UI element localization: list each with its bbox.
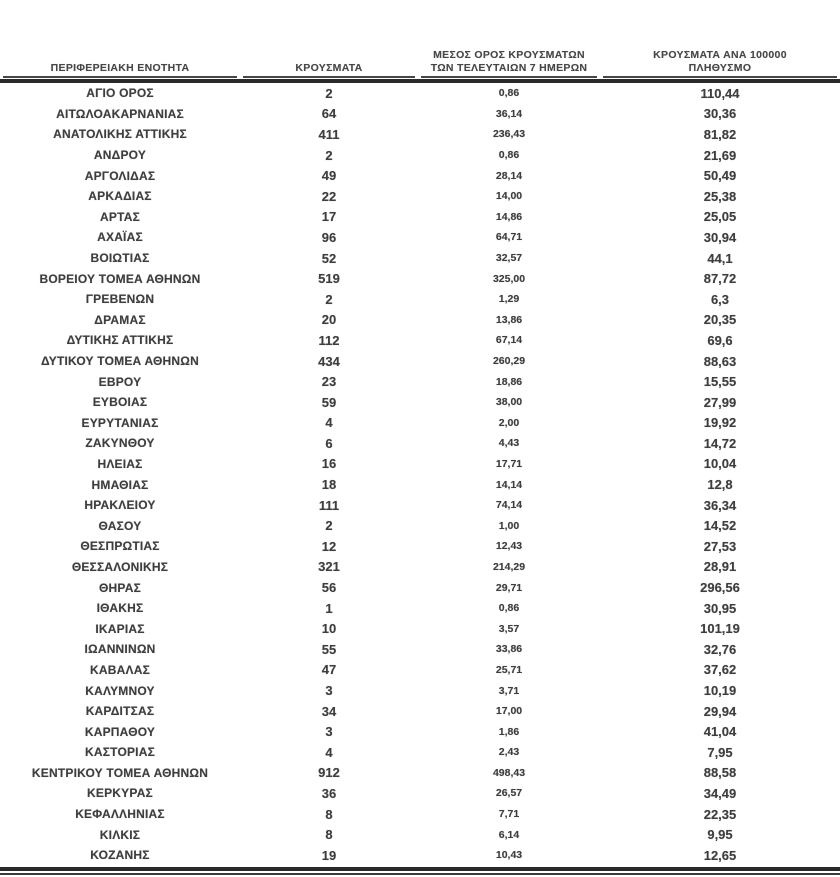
column-header-cases	[243, 36, 415, 78]
per100k-cell: 50,49	[703, 168, 737, 184]
avg7-cell: 4,43	[498, 437, 520, 450]
table-row	[0, 680, 840, 701]
region-cell: ΙΩΑΝΝΙΝΩΝ	[84, 642, 156, 657]
column-header-cases-label: ΚΡΟΥΣΜΑΤΑ	[295, 62, 363, 74]
avg7-cell: 260,29	[492, 355, 526, 368]
avg7-cell: 32,57	[495, 252, 523, 265]
per100k-cell: 22,35	[703, 806, 737, 822]
table-row	[0, 639, 840, 660]
per100k-cell: 7,95	[707, 744, 733, 760]
table-row	[0, 515, 840, 536]
column-header-7day-average-line1: ΜΕΣΟΣ ΟΡΟΣ ΚΡΟΥΣΜΑΤΩΝ	[433, 49, 585, 61]
region-cell: ΚΕΦΑΛΛΗΝΙΑΣ	[75, 807, 165, 822]
per100k-cell: 15,55	[703, 374, 737, 390]
avg7-cell: 3,71	[498, 684, 520, 697]
region-cell: ΚΑΣΤΟΡΙΑΣ	[85, 745, 155, 760]
table-row	[0, 165, 840, 186]
avg7-cell: 64,71	[495, 231, 523, 244]
region-cell: ΚΕΝΤΡΙΚΟΥ ΤΟΜΕΑ ΑΘΗΝΩΝ	[31, 765, 209, 780]
per100k-cell: 30,36	[703, 106, 737, 122]
region-cell: ΑΧΑΪΑΣ	[97, 230, 143, 245]
cases-cell: 56	[321, 580, 337, 596]
region-cell: ΑΡΤΑΣ	[100, 209, 140, 224]
cases-cell: 20	[321, 312, 337, 328]
cases-cell: 2	[325, 147, 333, 163]
table-row	[0, 289, 840, 310]
region-cell: ΘΗΡΑΣ	[99, 580, 141, 595]
table-row	[0, 598, 840, 619]
per100k-cell: 37,62	[703, 662, 737, 678]
per100k-cell: 69,6	[707, 332, 733, 348]
region-cell: ΖΑΚΥΝΘΟΥ	[85, 436, 155, 451]
avg7-cell: 14,00	[495, 190, 523, 203]
region-cell: ΑΙΤΩΛΟΑΚΑΡΝΑΝΙΑΣ	[56, 106, 184, 121]
per100k-cell: 14,72	[703, 435, 737, 451]
avg7-cell: 36,14	[495, 107, 523, 120]
table-row	[0, 392, 840, 413]
table-row	[0, 474, 840, 495]
avg7-cell: 325,00	[492, 272, 526, 285]
cases-cell: 4	[325, 744, 333, 760]
avg7-cell: 214,29	[492, 560, 526, 573]
avg7-cell: 17,00	[495, 705, 523, 718]
per100k-cell: 10,04	[703, 456, 737, 472]
column-header-7day-average-line2: ΤΩΝ ΤΕΛΕΥΤΑΙΩΝ 7 ΗΜΕΡΩΝ	[430, 62, 588, 74]
avg7-cell: 498,43	[492, 766, 526, 779]
cases-cell: 10	[321, 621, 337, 637]
region-cell: ΙΘΑΚΗΣ	[96, 601, 144, 616]
per100k-cell: 12,65	[703, 847, 737, 863]
region-cell: ΚΑΒΑΛΑΣ	[90, 662, 150, 677]
cases-cell: 19	[321, 847, 337, 863]
region-cell: ΘΕΣΣΑΛΟΝΙΚΗΣ	[71, 559, 169, 574]
cases-cell: 17	[321, 209, 337, 225]
table-row	[0, 454, 840, 475]
table-row	[0, 330, 840, 351]
per100k-cell: 27,99	[703, 394, 737, 410]
table-row	[0, 310, 840, 331]
table-row	[0, 413, 840, 434]
per100k-cell: 296,56	[700, 580, 740, 596]
cases-cell: 59	[321, 394, 337, 410]
cases-cell: 1	[325, 600, 333, 616]
avg7-cell: 10,43	[495, 849, 523, 862]
column-header-per-100k-line1: ΚΡΟΥΣΜΑΤΑ ΑΝΑ 100000	[653, 49, 787, 61]
region-cell: ΑΝΔΡΟΥ	[93, 148, 147, 163]
avg7-cell: 33,86	[495, 643, 523, 656]
cases-cell: 2	[325, 85, 333, 101]
table-row	[0, 536, 840, 557]
per100k-cell: 12,8	[707, 477, 733, 493]
cases-cell: 55	[321, 641, 337, 657]
avg7-cell: 1,29	[498, 293, 520, 306]
per100k-cell: 20,35	[703, 312, 737, 328]
per100k-cell: 29,94	[703, 703, 737, 719]
cases-cell: 321	[318, 559, 340, 575]
cases-cell: 49	[321, 168, 337, 184]
per100k-cell: 21,69	[703, 147, 737, 163]
table-row	[0, 721, 840, 742]
table-row	[0, 824, 840, 845]
table-row	[0, 186, 840, 207]
table-header-row	[0, 36, 840, 78]
cases-cell: 36	[321, 785, 337, 801]
avg7-cell: 2,00	[498, 416, 520, 429]
region-cell: ΚΕΡΚΥΡΑΣ	[87, 786, 153, 801]
cases-cell: 23	[321, 374, 337, 390]
table-row	[0, 495, 840, 516]
avg7-cell: 67,14	[495, 334, 523, 347]
per100k-cell: 9,95	[707, 827, 733, 843]
region-cell: ΙΚΑΡΙΑΣ	[95, 621, 145, 636]
cases-cell: 2	[325, 291, 333, 307]
region-cell: ΗΛΕΙΑΣ	[97, 456, 143, 471]
per100k-cell: 81,82	[703, 126, 737, 142]
avg7-cell: 26,57	[495, 787, 523, 800]
per100k-cell: 110,44	[700, 85, 740, 101]
table-row	[0, 371, 840, 392]
avg7-cell: 3,57	[498, 622, 520, 635]
per100k-cell: 88,63	[703, 353, 737, 369]
per100k-cell: 41,04	[703, 724, 737, 740]
table-row	[0, 207, 840, 228]
avg7-cell: 7,71	[498, 808, 520, 821]
avg7-cell: 2,43	[498, 746, 520, 759]
cases-cell: 22	[321, 188, 337, 204]
avg7-cell: 17,71	[495, 457, 523, 470]
table-row	[0, 351, 840, 372]
avg7-cell: 0,86	[498, 87, 520, 100]
avg7-cell: 1,86	[498, 725, 520, 738]
cases-cell: 18	[321, 477, 337, 493]
table-body	[0, 83, 840, 866]
avg7-cell: 18,86	[495, 375, 523, 388]
cases-cell: 96	[321, 229, 337, 245]
cases-cell: 912	[318, 765, 340, 781]
per100k-cell: 101,19	[700, 621, 740, 637]
per100k-cell: 88,58	[703, 765, 737, 781]
cases-cell: 519	[318, 271, 340, 287]
region-cell: ΑΡΚΑΔΙΑΣ	[88, 189, 152, 204]
avg7-cell: 14,14	[495, 478, 523, 491]
per100k-cell: 32,76	[703, 641, 737, 657]
cases-cell: 47	[321, 662, 337, 678]
avg7-cell: 14,86	[495, 210, 523, 223]
column-header-7day-average	[421, 36, 597, 78]
region-cell: ΚΑΡΠΑΘΟΥ	[84, 724, 156, 739]
table-row	[0, 227, 840, 248]
table-row	[0, 845, 840, 866]
table-row	[0, 804, 840, 825]
per100k-cell: 30,95	[703, 600, 737, 616]
per100k-cell: 19,92	[703, 415, 737, 431]
region-cell: ΑΡΓΟΛΙΔΑΣ	[84, 168, 156, 183]
table-row	[0, 145, 840, 166]
cases-cell: 6	[325, 435, 333, 451]
avg7-cell: 12,43	[495, 540, 523, 553]
avg7-cell: 74,14	[495, 499, 523, 512]
region-cell: ΘΕΣΠΡΩΤΙΑΣ	[80, 539, 160, 554]
region-cell: ΓΡΕΒΕΝΩΝ	[85, 292, 155, 307]
table-row	[0, 701, 840, 722]
per100k-cell: 25,38	[703, 188, 737, 204]
column-header-region	[3, 36, 237, 78]
region-cell: ΚΙΛΚΙΣ	[99, 827, 141, 842]
region-cell: ΕΒΡΟΥ	[98, 374, 142, 389]
region-cell: ΒΟΙΩΤΙΑΣ	[90, 251, 150, 266]
avg7-cell: 0,86	[498, 149, 520, 162]
table-row	[0, 268, 840, 289]
region-cell: ΗΜΑΘΙΑΣ	[91, 477, 149, 492]
region-cell: ΕΥΡΥΤΑΝΙΑΣ	[81, 415, 159, 430]
cases-cell: 12	[321, 538, 337, 554]
region-cell: ΔΥΤΙΚΟΥ ΤΟΜΕΑ ΑΘΗΝΩΝ	[41, 354, 199, 369]
cases-cell: 8	[325, 827, 333, 843]
table-row	[0, 742, 840, 763]
per100k-cell: 10,19	[703, 683, 737, 699]
column-header-per-100k	[603, 36, 837, 78]
per100k-cell: 30,94	[703, 229, 737, 245]
avg7-cell: 1,00	[498, 519, 520, 532]
cases-cell: 411	[318, 126, 340, 142]
region-cell: ΚΑΛΥΜΝΟΥ	[85, 683, 155, 698]
cases-cell: 112	[318, 332, 340, 348]
region-cell: ΕΥΒΟΙΑΣ	[92, 395, 148, 410]
per100k-cell: 34,49	[703, 785, 737, 801]
avg7-cell: 25,71	[495, 663, 523, 676]
table-row	[0, 557, 840, 578]
cases-cell: 434	[318, 353, 340, 369]
region-cell: ΒΟΡΕΙΟΥ ΤΟΜΕΑ ΑΘΗΝΩΝ	[39, 271, 201, 286]
table-row	[0, 577, 840, 598]
cases-cell: 52	[321, 250, 337, 266]
per100k-cell: 27,53	[703, 538, 737, 554]
region-cell: ΚΟΖΑΝΗΣ	[90, 848, 150, 863]
column-header-per-100k-line2: ΠΛΗΘΥΣΜΟ	[688, 62, 752, 74]
cases-cell: 64	[321, 106, 337, 122]
region-cell: ΑΓΙΟ ΟΡΟΣ	[86, 86, 154, 101]
cases-cell: 3	[325, 683, 333, 699]
cases-cell: 16	[321, 456, 337, 472]
avg7-cell: 28,14	[495, 169, 523, 182]
avg7-cell: 0,86	[498, 602, 520, 615]
per100k-cell: 28,91	[703, 559, 737, 575]
avg7-cell: 29,71	[495, 581, 523, 594]
column-header-region-label: ΠΕΡΙΦΕΡΕΙΑΚΗ ΕΝΟΤΗΤΑ	[50, 62, 190, 74]
per100k-cell: 14,52	[703, 518, 737, 534]
table-row	[0, 763, 840, 784]
cases-cell: 3	[325, 724, 333, 740]
table-row	[0, 83, 840, 104]
bottom-rule-thin	[0, 873, 840, 875]
table-row	[0, 124, 840, 145]
cases-cell: 4	[325, 415, 333, 431]
per100k-cell: 87,72	[703, 271, 737, 287]
per100k-cell: 36,34	[703, 497, 737, 513]
table-row	[0, 433, 840, 454]
region-cell: ΚΑΡΔΙΤΣΑΣ	[85, 704, 155, 719]
cases-cell: 2	[325, 518, 333, 534]
cases-cell: 8	[325, 806, 333, 822]
avg7-cell: 38,00	[495, 396, 523, 409]
table-row	[0, 248, 840, 269]
cases-cell: 111	[318, 497, 340, 513]
per100k-cell: 6,3	[710, 291, 730, 307]
region-cell: ΑΝΑΤΟΛΙΚΗΣ ΑΤΤΙΚΗΣ	[53, 127, 187, 142]
table-bottom-double-rule	[0, 867, 840, 875]
table-row	[0, 783, 840, 804]
region-cell: ΗΡΑΚΛΕΙΟΥ	[84, 498, 156, 513]
region-cell: ΔΥΤΙΚΗΣ ΑΤΤΙΚΗΣ	[66, 333, 174, 348]
region-cell: ΘΑΣΟΥ	[98, 518, 142, 533]
table-row	[0, 104, 840, 125]
table-row	[0, 660, 840, 681]
cases-cell: 34	[321, 703, 337, 719]
avg7-cell: 13,86	[495, 313, 523, 326]
per100k-cell: 44,1	[707, 250, 733, 266]
avg7-cell: 6,14	[498, 828, 520, 841]
per100k-cell: 25,05	[703, 209, 737, 225]
table-row	[0, 618, 840, 639]
region-cell: ΔΡΑΜΑΣ	[94, 312, 146, 327]
avg7-cell: 236,43	[492, 128, 526, 141]
